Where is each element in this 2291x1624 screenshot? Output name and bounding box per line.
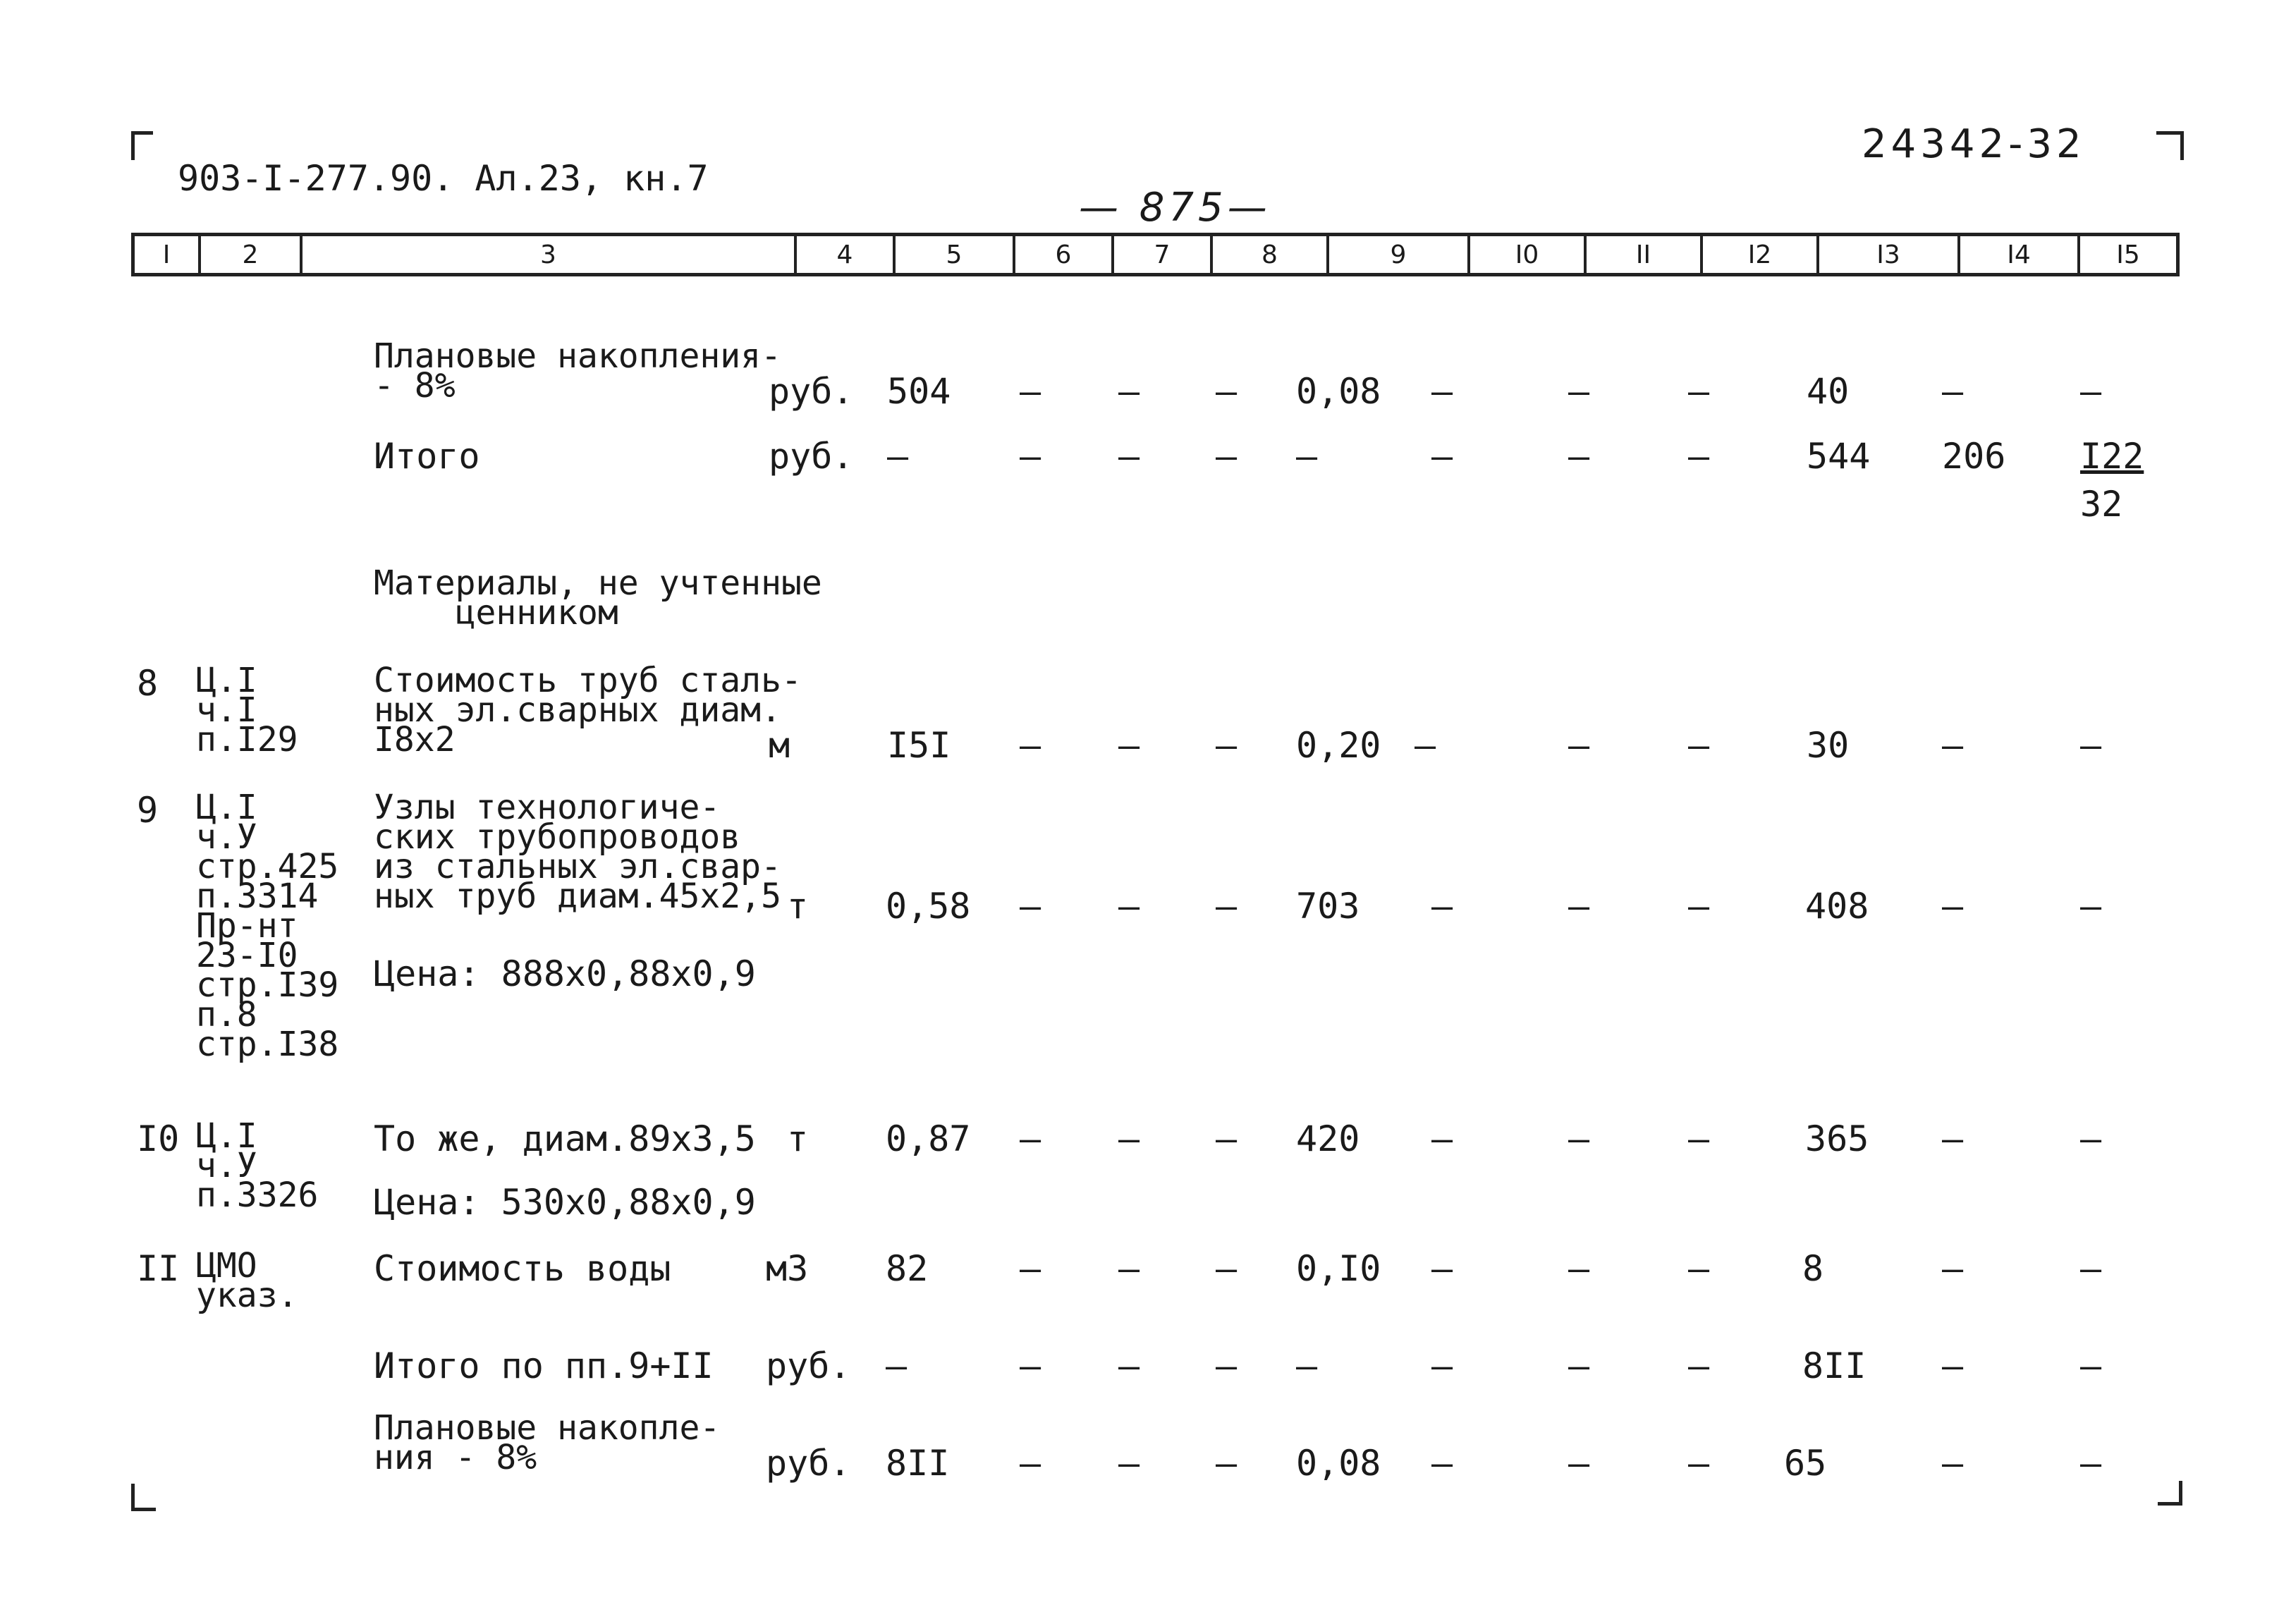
row-col7: – xyxy=(1118,1248,1140,1289)
row-col9: 0,20 xyxy=(1296,725,1381,766)
column-header-1: I xyxy=(162,240,171,269)
row-unit: т xyxy=(787,1118,809,1159)
row-description: То же, диам.89x3,5 xyxy=(374,1118,756,1159)
row-number: 8 xyxy=(137,663,159,704)
row-col10: – xyxy=(1431,886,1453,927)
row-unit: руб. xyxy=(769,436,854,477)
column-header-8: 8 xyxy=(1210,236,1326,273)
row-description: Итого по пп.9+II xyxy=(374,1345,714,1386)
row-description: Стоимость труб сталь- ных эл.сварных диам. I8x2 xyxy=(374,661,802,759)
page-number: — 875— xyxy=(1079,185,1271,231)
row-col6: – xyxy=(1020,436,1041,477)
row-col13: 40 xyxy=(1807,371,1850,412)
row-col12: – xyxy=(1688,725,1710,766)
row-col9: 703 xyxy=(1296,886,1360,927)
row-col13: 544 xyxy=(1807,436,1871,477)
row-price-formula: Цена: 888x0,88x0,9 xyxy=(374,953,756,994)
row-col6: – xyxy=(1020,1345,1041,1386)
row-col8: – xyxy=(1216,1443,1238,1484)
column-header-11: II xyxy=(1584,236,1700,273)
column-header-7: 7 xyxy=(1111,236,1210,273)
row-col14: – xyxy=(1942,1443,1964,1484)
row-col7: – xyxy=(1118,1443,1140,1484)
row-description: Плановые накопле- ния - 8% xyxy=(374,1408,721,1477)
row-col5: 82 xyxy=(886,1248,929,1289)
row-unit: м3 xyxy=(766,1248,809,1289)
row-col11: – xyxy=(1568,725,1590,766)
row-col10: – xyxy=(1431,1443,1453,1484)
row-col12: – xyxy=(1688,886,1710,927)
row-reference: Ц.I ч.У п.3326 xyxy=(196,1116,319,1215)
row-col10: – xyxy=(1431,1248,1453,1289)
row-col11: – xyxy=(1568,436,1590,477)
row-col15-denominator: 32 xyxy=(2080,484,2123,525)
row-col7: – xyxy=(1118,1345,1140,1386)
row-col14: – xyxy=(1942,725,1964,766)
row-col15-numerator: I22 xyxy=(2080,436,2144,477)
corner-mark-top-left xyxy=(131,131,153,160)
row-col12: – xyxy=(1688,371,1710,412)
row-col14: – xyxy=(1942,1248,1964,1289)
row-col10: – xyxy=(1431,371,1453,412)
row-col7: – xyxy=(1118,886,1140,927)
column-header-14: I4 xyxy=(1957,236,2077,273)
row-col6: – xyxy=(1020,1248,1041,1289)
corner-mark-top-right xyxy=(2156,131,2184,160)
row-col7: – xyxy=(1118,1118,1140,1159)
row-col13: 365 xyxy=(1805,1118,1869,1159)
row-col9: 0,I0 xyxy=(1296,1248,1381,1289)
row-col5: 504 xyxy=(887,371,951,412)
row-col5: I5I xyxy=(887,725,951,766)
row-col15: – xyxy=(2080,725,2102,766)
row-col5: – xyxy=(886,1345,908,1386)
row-col5: – xyxy=(887,436,909,477)
row-col9: – xyxy=(1296,1345,1318,1386)
row-col8: – xyxy=(1216,886,1238,927)
row-col14: 206 xyxy=(1942,436,2006,477)
corner-mark-bottom-right xyxy=(2158,1481,2182,1506)
row-col9: 0,08 xyxy=(1296,1443,1381,1484)
column-header-10: I0 xyxy=(1467,236,1584,273)
row-col5: 0,58 xyxy=(886,886,971,927)
row-col15: – xyxy=(2080,1345,2102,1386)
row-col15: – xyxy=(2080,1248,2102,1289)
column-header-12: I2 xyxy=(1700,236,1816,273)
row-description: Узлы технологиче- ских трубопроводов из стальных эл.свар- ных труб диам.45x2,5 xyxy=(374,788,781,916)
row-unit: т xyxy=(787,886,809,927)
row-col10: – xyxy=(1431,1118,1453,1159)
column-header-15: I5 xyxy=(2077,236,2176,273)
row-col11: – xyxy=(1568,1345,1590,1386)
row-col10: – xyxy=(1431,1345,1453,1386)
row-unit: руб. xyxy=(766,1443,851,1484)
row-description: Итого xyxy=(374,436,480,477)
column-header-4: 4 xyxy=(794,236,893,273)
row-col10: – xyxy=(1431,436,1453,477)
row-col9: 420 xyxy=(1296,1118,1360,1159)
row-unit: руб. xyxy=(766,1345,851,1386)
row-col14: – xyxy=(1942,1345,1964,1386)
row-col12: – xyxy=(1688,436,1710,477)
column-header-2: 2 xyxy=(198,236,300,273)
column-header-row xyxy=(131,233,2180,276)
row-col9: – xyxy=(1296,436,1318,477)
row-col14: – xyxy=(1942,371,1964,412)
row-col15: – xyxy=(2080,371,2102,412)
row-col12: – xyxy=(1688,1118,1710,1159)
row-col7: – xyxy=(1118,725,1140,766)
row-col6: – xyxy=(1020,371,1041,412)
row-col8: – xyxy=(1216,1248,1238,1289)
row-col8: – xyxy=(1216,725,1238,766)
row-col5: 8II xyxy=(886,1443,950,1484)
column-header-13: I3 xyxy=(1816,236,1957,273)
row-col12: – xyxy=(1688,1248,1710,1289)
row-col9: 0,08 xyxy=(1296,371,1381,412)
row-unit: руб. xyxy=(769,371,854,412)
column-header-6: 6 xyxy=(1013,236,1111,273)
row-col11: – xyxy=(1568,371,1590,412)
row-col7: – xyxy=(1118,371,1140,412)
row-col13: 8II xyxy=(1802,1345,1867,1386)
stamp-number: 24342-32 xyxy=(1862,121,2086,167)
document-code: 903-I-277.90. Ал.23, кн.7 xyxy=(178,158,709,199)
row-col11: – xyxy=(1568,1443,1590,1484)
column-header-9: 9 xyxy=(1326,236,1467,273)
row-col8: – xyxy=(1216,1118,1238,1159)
row-number: II xyxy=(137,1248,180,1289)
row-col6: – xyxy=(1020,1443,1041,1484)
row-col6: – xyxy=(1020,886,1041,927)
row-col5: 0,87 xyxy=(886,1118,971,1159)
row-description: Плановые накопления- - 8% xyxy=(374,336,781,405)
row-col12: – xyxy=(1688,1345,1710,1386)
row-col12: – xyxy=(1688,1443,1710,1484)
row-col8: – xyxy=(1216,436,1238,477)
row-col15: – xyxy=(2080,1443,2102,1484)
row-col10: – xyxy=(1415,725,1436,766)
row-col15: – xyxy=(2080,886,2102,927)
row-description: Стоимость воды xyxy=(374,1248,671,1289)
row-col15: – xyxy=(2080,1118,2102,1159)
row-col13: 408 xyxy=(1805,886,1869,927)
row-col11: – xyxy=(1568,1248,1590,1289)
corner-mark-bottom-left xyxy=(131,1484,156,1511)
row-reference: Ц.I ч.У стр.425 п.3314 Пр-нт 23-I0 стр.I39 п.8 стр.I38 xyxy=(196,788,339,1064)
row-col13: 8 xyxy=(1802,1248,1824,1289)
row-col6: – xyxy=(1020,1118,1041,1159)
row-col8: – xyxy=(1216,371,1238,412)
row-col13: 65 xyxy=(1784,1443,1827,1484)
row-number: I0 xyxy=(137,1118,180,1159)
column-header-5: 5 xyxy=(893,236,1013,273)
row-col14: – xyxy=(1942,886,1964,927)
row-col11: – xyxy=(1568,886,1590,927)
row-col7: – xyxy=(1118,436,1140,477)
row-number: 9 xyxy=(137,790,159,831)
row-unit: м xyxy=(769,725,790,766)
row-col8: – xyxy=(1216,1345,1238,1386)
row-reference: Ц.I ч.I п.I29 xyxy=(196,661,298,759)
column-header-3: 3 xyxy=(300,236,794,273)
row-col11: – xyxy=(1568,1118,1590,1159)
row-col13: 30 xyxy=(1807,725,1850,766)
section-heading: Материалы, не учтенные ценником xyxy=(374,563,822,633)
row-col14: – xyxy=(1942,1118,1964,1159)
row-col6: – xyxy=(1020,725,1041,766)
row-reference: ЦМО указ. xyxy=(196,1246,298,1315)
row-price-formula: Цена: 530x0,88x0,9 xyxy=(374,1182,756,1223)
